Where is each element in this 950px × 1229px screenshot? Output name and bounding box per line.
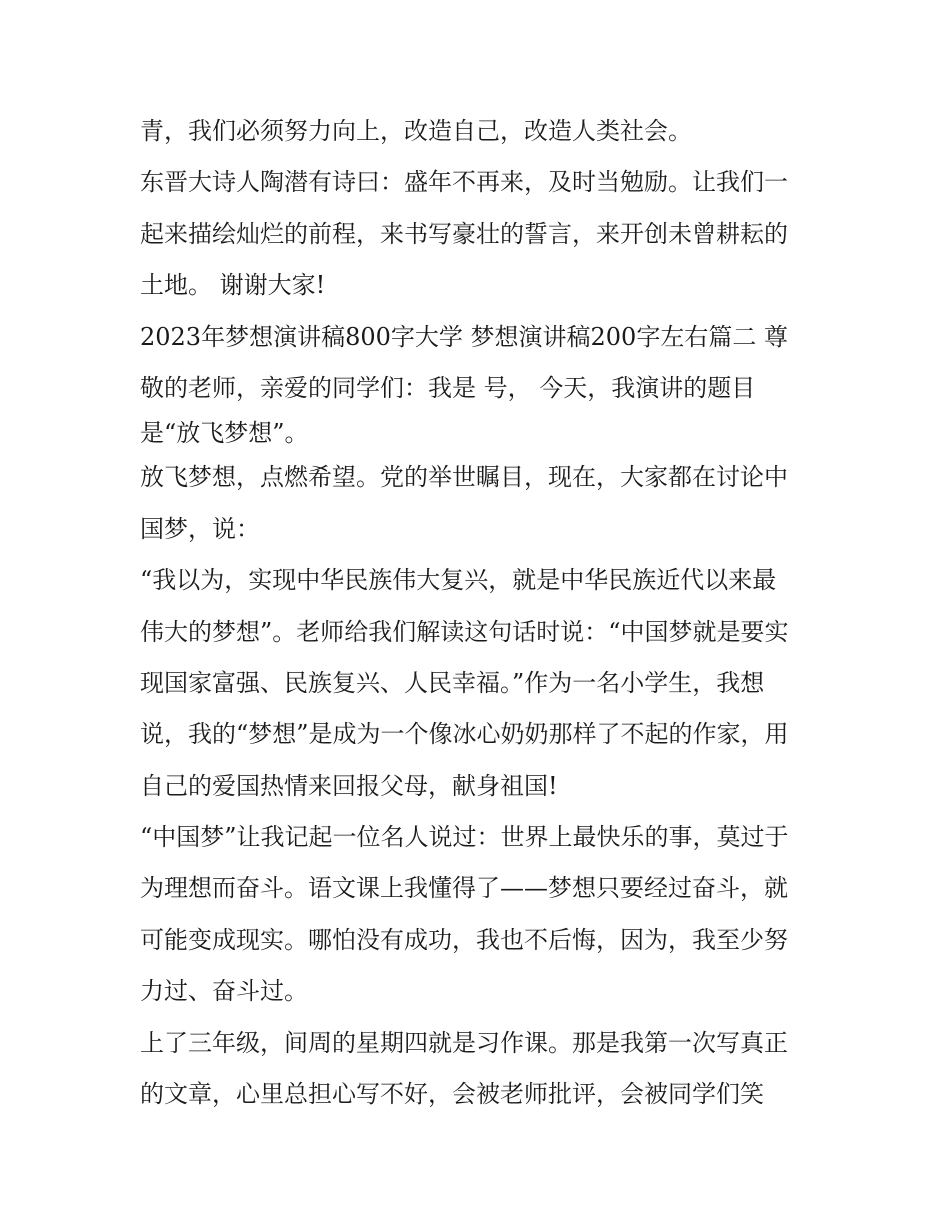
text-line: 上了三年级，间周的星期四就是习作课。那是我第一次写真正 bbox=[140, 1028, 788, 1057]
text-line: 2023年梦想演讲稿800字大学 梦想演讲稿200字左右篇二 尊 bbox=[140, 322, 788, 351]
text-line: “我以为，实现中华民族伟大复兴，就是中华民族近代以来最 bbox=[140, 566, 777, 595]
text-line: 放飞梦想，点燃希望。党的举世瞩目，现在，大家都在讨论中 bbox=[140, 463, 788, 492]
text-line: 现国家富强、民族复兴、人民幸福。”作为一名小学生，我想 bbox=[140, 668, 765, 697]
document-body bbox=[140, 106, 820, 1120]
text-line: 敬的老师，亲爱的同学们：我是 号， 今天，我演讲的题目 bbox=[140, 373, 756, 402]
text-line: 自己的爱国热情来回报父母，献身祖国! bbox=[140, 771, 558, 800]
text-line: 可能变成现实。哪怕没有成功，我也不后悔，因为，我至少努 bbox=[140, 925, 788, 954]
text-line: 土地。 谢谢大家! bbox=[140, 271, 326, 300]
text-line: 的文章，心里总担心写不好，会被老师批评，会被同学们笑 bbox=[140, 1080, 764, 1109]
text-line: 东晋大诗人陶潜有诗曰：盛年不再来，及时当勉励。让我们一 bbox=[140, 168, 788, 197]
text-line: 起来描绘灿烂的前程，来书写豪壮的誓言，来开创未曾耕耘的 bbox=[140, 219, 788, 248]
text-line: 是“放飞梦想”。 bbox=[140, 419, 309, 448]
text-line: 伟大的梦想”。老师给我们解读这句话时说：“中国梦就是要实 bbox=[140, 617, 789, 646]
text-line: 青，我们必须努力向上，改造自己，改造人类社会。 bbox=[140, 117, 692, 145]
text-line: 说，我的“梦想”是成为一个像冰心奶奶那样了不起的作家，用 bbox=[140, 720, 789, 749]
text-line: 国梦，说： bbox=[140, 514, 260, 543]
text-line: “中国梦”让我记起一位名人说过：世界上最快乐的事，莫过于 bbox=[140, 823, 789, 852]
text-line: 为理想而奋斗。语文课上我懂得了——梦想只要经过奋斗，就 bbox=[140, 874, 788, 903]
text-line: 力过、奋斗过。 bbox=[140, 977, 308, 1006]
